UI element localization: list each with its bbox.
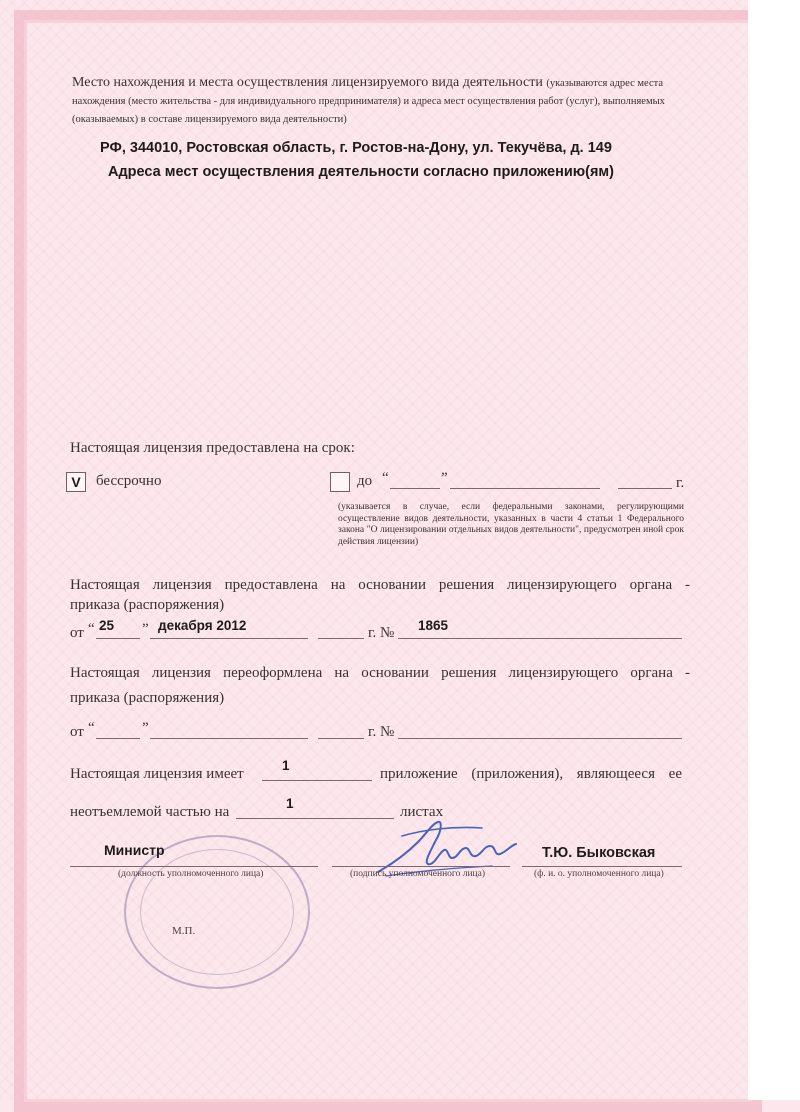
position-caption: (должность уполномоченного лица)	[118, 869, 264, 879]
until-day-line	[390, 488, 440, 489]
indefinite-checkbox[interactable]: V	[66, 472, 86, 492]
signer-name: Т.Ю. Быковская	[542, 845, 656, 861]
signer-position: Министр	[104, 842, 165, 858]
position-line	[70, 866, 318, 867]
basis-year-line	[318, 638, 364, 639]
appendix-count-line	[262, 780, 372, 781]
until-label: до	[357, 473, 373, 489]
header-block	[72, 74, 702, 128]
basis-day-line	[96, 638, 140, 639]
appendix-sheets-line	[236, 818, 394, 819]
basis-label-line1: Настоящая лицензия предоставлена на основании решения лицензирующего органа -	[70, 577, 690, 593]
basis-from-prefix: от	[70, 625, 84, 641]
basis-number: 1865	[418, 618, 449, 633]
until-checkbox[interactable]	[330, 472, 350, 492]
reissue-open-quote: “	[88, 720, 95, 736]
basis-month-line	[150, 638, 308, 639]
appendix-sheets-prefix: неотъемлемой частью на	[70, 804, 230, 820]
until-close-quote: ”	[441, 470, 448, 486]
until-open-quote: “	[382, 470, 389, 486]
signature-caption: (подпись уполномоченного лица)	[350, 869, 486, 879]
scan-edge	[748, 0, 800, 1100]
places-address: Адреса мест осуществления деятельности согласно приложению(ям)	[108, 164, 614, 180]
basis-label-line2: приказа (распоряжения)	[70, 597, 225, 613]
until-year-suffix: г.	[676, 475, 685, 491]
reissue-day-line	[96, 738, 140, 739]
reissue-label-line1: Настоящая лицензия переоформлена на основании решения лицензирующего органа -	[70, 665, 690, 681]
reissue-number-line	[398, 738, 682, 739]
header-title: Место нахождения и места осуществления лицензируемого вида деятельности	[72, 75, 543, 90]
reissue-from-prefix: от	[70, 724, 84, 740]
reissue-number-prefix: г. №	[368, 724, 395, 740]
appendix-text-suffix: приложение (приложения), являющееся ее	[380, 766, 682, 782]
reissue-close-quote: ”	[142, 720, 149, 736]
name-line	[522, 866, 682, 867]
basis-day: 25	[99, 618, 115, 633]
reissue-month-line	[150, 738, 308, 739]
header-note: (указываются адрес места нахождения (место жительства - для индивидуального предпринимателя) и адреса мест осуществления работ (услуг), выполняемых (оказываемых) в составе лицензируемого вида деятельности)	[72, 78, 665, 125]
official-seal	[124, 835, 310, 989]
term-label: Настоящая лицензия предоставлена на срок:	[70, 440, 355, 456]
basis-number-line	[398, 638, 682, 639]
reissue-label-line2: приказа (распоряжения)	[70, 690, 225, 706]
term-note: (указывается в случае, если федеральными законами, регулирующими осуществление видов деятельности, указанных в части 4 статьи 1 Федерального закона "О лицензировании отдельных видов деятельности", предусмотрен иной срок действия лицензии)	[338, 502, 684, 547]
basis-number-prefix: г. №	[368, 625, 395, 641]
seal-label: М.П.	[172, 925, 196, 937]
until-year-line	[618, 488, 672, 489]
indefinite-label: бессрочно	[96, 473, 162, 489]
appendix-sheets-suffix: листах	[400, 804, 444, 820]
basis-month-year: декабря 2012	[158, 618, 247, 633]
basis-open-quote: “	[88, 621, 95, 637]
reissue-year-line	[318, 738, 364, 739]
until-month-line	[450, 488, 600, 489]
name-caption: (ф. и. о. уполномоченного лица)	[534, 869, 664, 879]
appendix-text-prefix: Настоящая лицензия имеет	[70, 766, 244, 782]
appendix-count: 1	[282, 758, 290, 773]
appendix-sheets: 1	[286, 796, 294, 811]
basis-close-quote: ”	[142, 621, 149, 637]
signature-line	[332, 866, 510, 867]
main-address: РФ, 344010, Ростовская область, г. Ростов-на-Дону, ул. Текучёва, д. 149	[100, 140, 612, 156]
